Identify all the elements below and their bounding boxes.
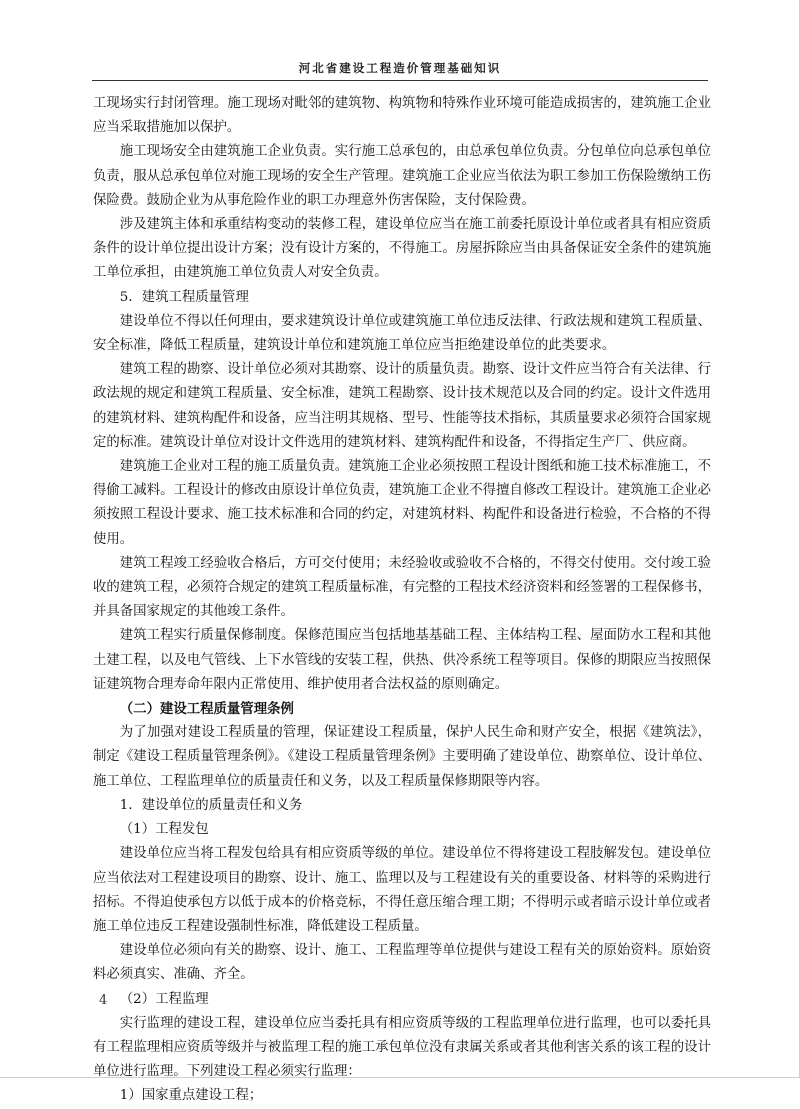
paragraph: 建筑工程实行质量保修制度。保修范围应当包括地基基础工程、主体结构工程、屋面防水工程和其他土建工程，以及电气管线、上下水管线的安装工程，供热、供冷系统工程等项目。保修的期限应当按照保证建筑物合理寿命年限内正常使用、维护使用者合法权益的原则确定。 (93, 628, 711, 692)
paragraph: 5．建筑工程质量管理 (119, 289, 249, 305)
paragraph: 施工现场安全由建筑施工企业负责。实行施工总承包的，由总承包单位负责。分包单位向总承包单位负责，服从总承包单位对施工现场的安全生产管理。建筑施工企业应当依法为职工参加工伤保险缴纳工伤保险费。鼓励企业为从事危险作业的职工办理意外伤害保险，支付保险费。 (93, 144, 711, 208)
paragraph: 建设单位应当将工程发包给具有相应资质等级的单位。建设单位不得将建设工程肢解发包。建设单位应当依法对工程建设项目的勘察、设计、施工、监理以及与工程建设有关的重要设备、材料等的采购进行招标。不得迫使承包方以低于成本的价格竞标，不得任意压缩合理工期；不得明示或者暗示设计单位或者施工单位违反工程建设强制性标准，降低建设工程质量。 (93, 846, 711, 934)
paragraph: 建筑工程竣工经验收合格后，方可交付使用；未经验收或验收不合格的，不得交付使用。交付竣工验收的建筑工程，必须符合规定的建筑工程质量标准，有完整的工程技术经济资料和经签署的工程保修书，并具备国家规定的其他竣工条件。 (93, 555, 711, 620)
paragraph: 1）国家重点建设工程； (119, 1088, 263, 1104)
paragraph: 涉及建筑主体和承重结构变动的装修工程，建设单位应当在施工前委托原设计单位或者具有相应资质条件的设计单位提出设计方案；没有设计方案的，不得施工。房屋拆除应当由具备保证安全条件的建筑施工单位承担，由建筑施工单位负责人对安全负责。 (93, 217, 711, 281)
paragraph: 建筑工程的勘察、设计单位必须对其勘察、设计的质量负责。勘察、设计文件应当符合有关法律、行政法规的规定和建筑工程质量、安全标准，建筑工程勘察、设计技术规范以及合同的约定。设计文件选用的建筑材料、建筑构配件和设备，应当注明其规格、型号、性能等技术指标，其质量要求必须符合国家规定的标准。建筑设计单位对设计文件选用的建筑材料、建筑构配件和设备，不得指定生产厂、供应商。 (93, 362, 711, 450)
paragraph: （2）工程监理 (119, 991, 209, 1007)
paragraph: 建设单位不得以任何理由，要求建筑设计单位或建筑施工单位违反法律、行政法规和建筑工程质量、安全标准，降低工程质量，建筑设计单位和建筑施工单位应当拒绝建设单位的此类要求。 (93, 313, 711, 354)
paragraph: 为了加强对建设工程质量的管理，保证建设工程质量，保护人民生命和财产安全，根据《建筑法》，制定《建设工程质量管理条例》。《建设工程质量管理条例》主要明确了建设单位、勘察单位、设计单位、施工单位、工程监理单位的质量责任和义务，以及工程质量保修期限等内容。 (93, 725, 711, 789)
paragraph: 建设单位必须向有关的勘察、设计、施工、工程监理等单位提供与建设工程有关的原始资料。原始资料必须真实、准确、齐全。 (93, 943, 711, 983)
header-divider (92, 80, 708, 81)
paragraph: 建筑施工企业对工程的施工质量负责。建筑施工企业必须按照工程设计图纸和施工技术标准施工，不得偷工减料。工程设计的修改由原设计单位负责，建筑施工企业不得擅自修改工程设计。建筑施工企业必须按照工程设计要求、施工技术标准和合同的约定，对建筑材料、构配件和设备进行检验，不合格的不得使用。 (93, 459, 711, 547)
body-text (93, 92, 711, 1109)
paragraph: 1．建设单位的质量责任和义务 (119, 797, 303, 813)
page-number: 4 (99, 993, 108, 1008)
paragraph: （1）工程发包 (119, 822, 209, 838)
paragraph: 实行监理的建设工程，建设单位应当委托具有相应资质等级的工程监理单位进行监理，也可以委托具有工程监理相应资质等级并与被监理工程的施工承包单位没有隶属关系或者其他利害关系的该工程的设计单位进行监理。下列建设工程必须实行监理： (93, 1015, 711, 1080)
running-header: 河北省建设工程造价管理基础知识 (298, 61, 502, 75)
section-heading: （二）建设工程质量管理条例 (119, 701, 294, 718)
paragraph: 工现场实行封闭管理。施工现场对毗邻的建筑物、构筑物和特殊作业环境可能造成损害的，建筑施工企业应当采取措施加以保护。 (93, 96, 711, 136)
